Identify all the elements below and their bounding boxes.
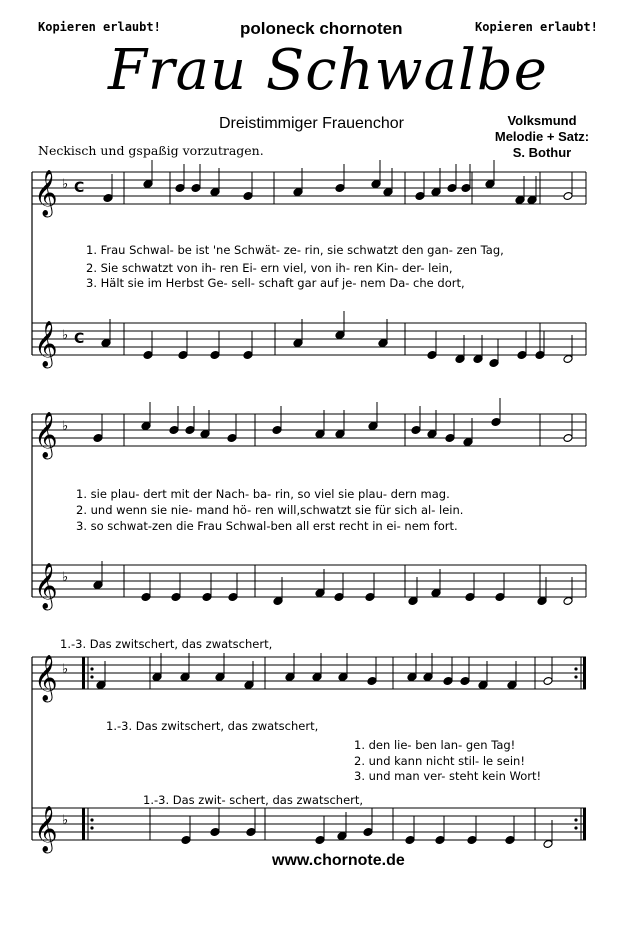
lyric-verse-2: 2. und wenn sie nie- mand hö- ren will,schwatzt sie für sich al- lein. <box>76 503 464 517</box>
credit-line: S. Bothur <box>512 145 572 160</box>
final-barline <box>583 808 586 840</box>
repeat-dot <box>574 667 577 670</box>
repeat-dot <box>90 675 93 678</box>
treble-clef-icon: 𝄞 <box>34 321 58 367</box>
lyric-verse-3: 3. so schwat-zen die Frau Schwal-ben all erst recht in ei- nem fort. <box>76 519 458 533</box>
time-signature-icon: C <box>74 331 85 347</box>
flat-sign-icon: ♭ <box>62 570 69 585</box>
repeat-dot <box>90 818 93 821</box>
treble-clef-icon: 𝄞 <box>34 412 58 458</box>
credit-line: Volksmund <box>507 113 577 128</box>
credit-line: Melodie + Satz: <box>494 129 590 144</box>
lyric-verse-3: 3. Hält sie im Herbst Ge- sell- schaft gar auf je- nem Da- che dort, <box>86 276 465 290</box>
flat-sign-icon: ♭ <box>62 662 69 677</box>
lyric-verse-1: 1. Frau Schwal- be ist 'ne Schwät- ze- rin, sie schwatzt den gan- zen Tag, <box>86 243 504 257</box>
treble-clef-icon: 𝄞 <box>34 806 58 852</box>
repeat-dot <box>90 826 93 829</box>
flat-sign-icon: ♭ <box>62 328 69 343</box>
treble-clef-icon: 𝄞 <box>34 170 58 216</box>
treble-clef-icon: 𝄞 <box>34 563 58 609</box>
copy-note-right: Kopieren erlaubt! <box>475 20 598 34</box>
repeat-dot <box>574 826 577 829</box>
lyric-ending-verse-3: 3. und man ver- steht kein Wort! <box>354 769 542 783</box>
repeat-dot <box>574 818 577 821</box>
tempo-marking: Neckisch und gspaßig vorzutragen. <box>38 143 264 158</box>
repeat-dot <box>90 667 93 670</box>
song-title: Frau Schwalbe <box>108 38 548 103</box>
lyric-verse-2: 2. Sie schwatzt von ih- ren Ei- ern viel, von ih- ren Kin- der- lein, <box>86 261 453 275</box>
final-barline <box>583 657 586 689</box>
repeat-barline <box>82 657 85 689</box>
lyric-refrain-bottom: 1.-3. Das zwit- schert, das zwatschert, <box>143 793 364 807</box>
repeat-dot <box>574 675 577 678</box>
song-subtitle: Dreistimmiger Frauenchor <box>219 115 404 132</box>
treble-clef-icon: 𝄞 <box>34 655 58 701</box>
copy-note-left: Kopieren erlaubt! <box>38 20 161 34</box>
lyric-verse-1: 1. sie plau- dert mit der Nach- ba- rin, so viel sie plau- dern mag. <box>76 487 450 501</box>
lyric-ending-verse-1: 1. den lie- ben lan- gen Tag! <box>354 738 516 752</box>
site-name: poloneck chornoten <box>240 19 403 38</box>
time-signature-icon: C <box>74 180 85 196</box>
flat-sign-icon: ♭ <box>62 813 69 828</box>
repeat-barline <box>82 808 85 840</box>
flat-sign-icon: ♭ <box>62 177 69 192</box>
lyric-ending-verse-2: 2. und kann nicht stil- le sein! <box>354 754 525 768</box>
lyric-refrain-middle: 1.-3. Das zwitschert, das zwatschert, <box>106 719 319 733</box>
flat-sign-icon: ♭ <box>62 419 69 434</box>
lyric-refrain-top: 1.-3. Das zwitschert, das zwatschert, <box>60 637 273 651</box>
footer-url: www.chornote.de <box>272 852 405 869</box>
